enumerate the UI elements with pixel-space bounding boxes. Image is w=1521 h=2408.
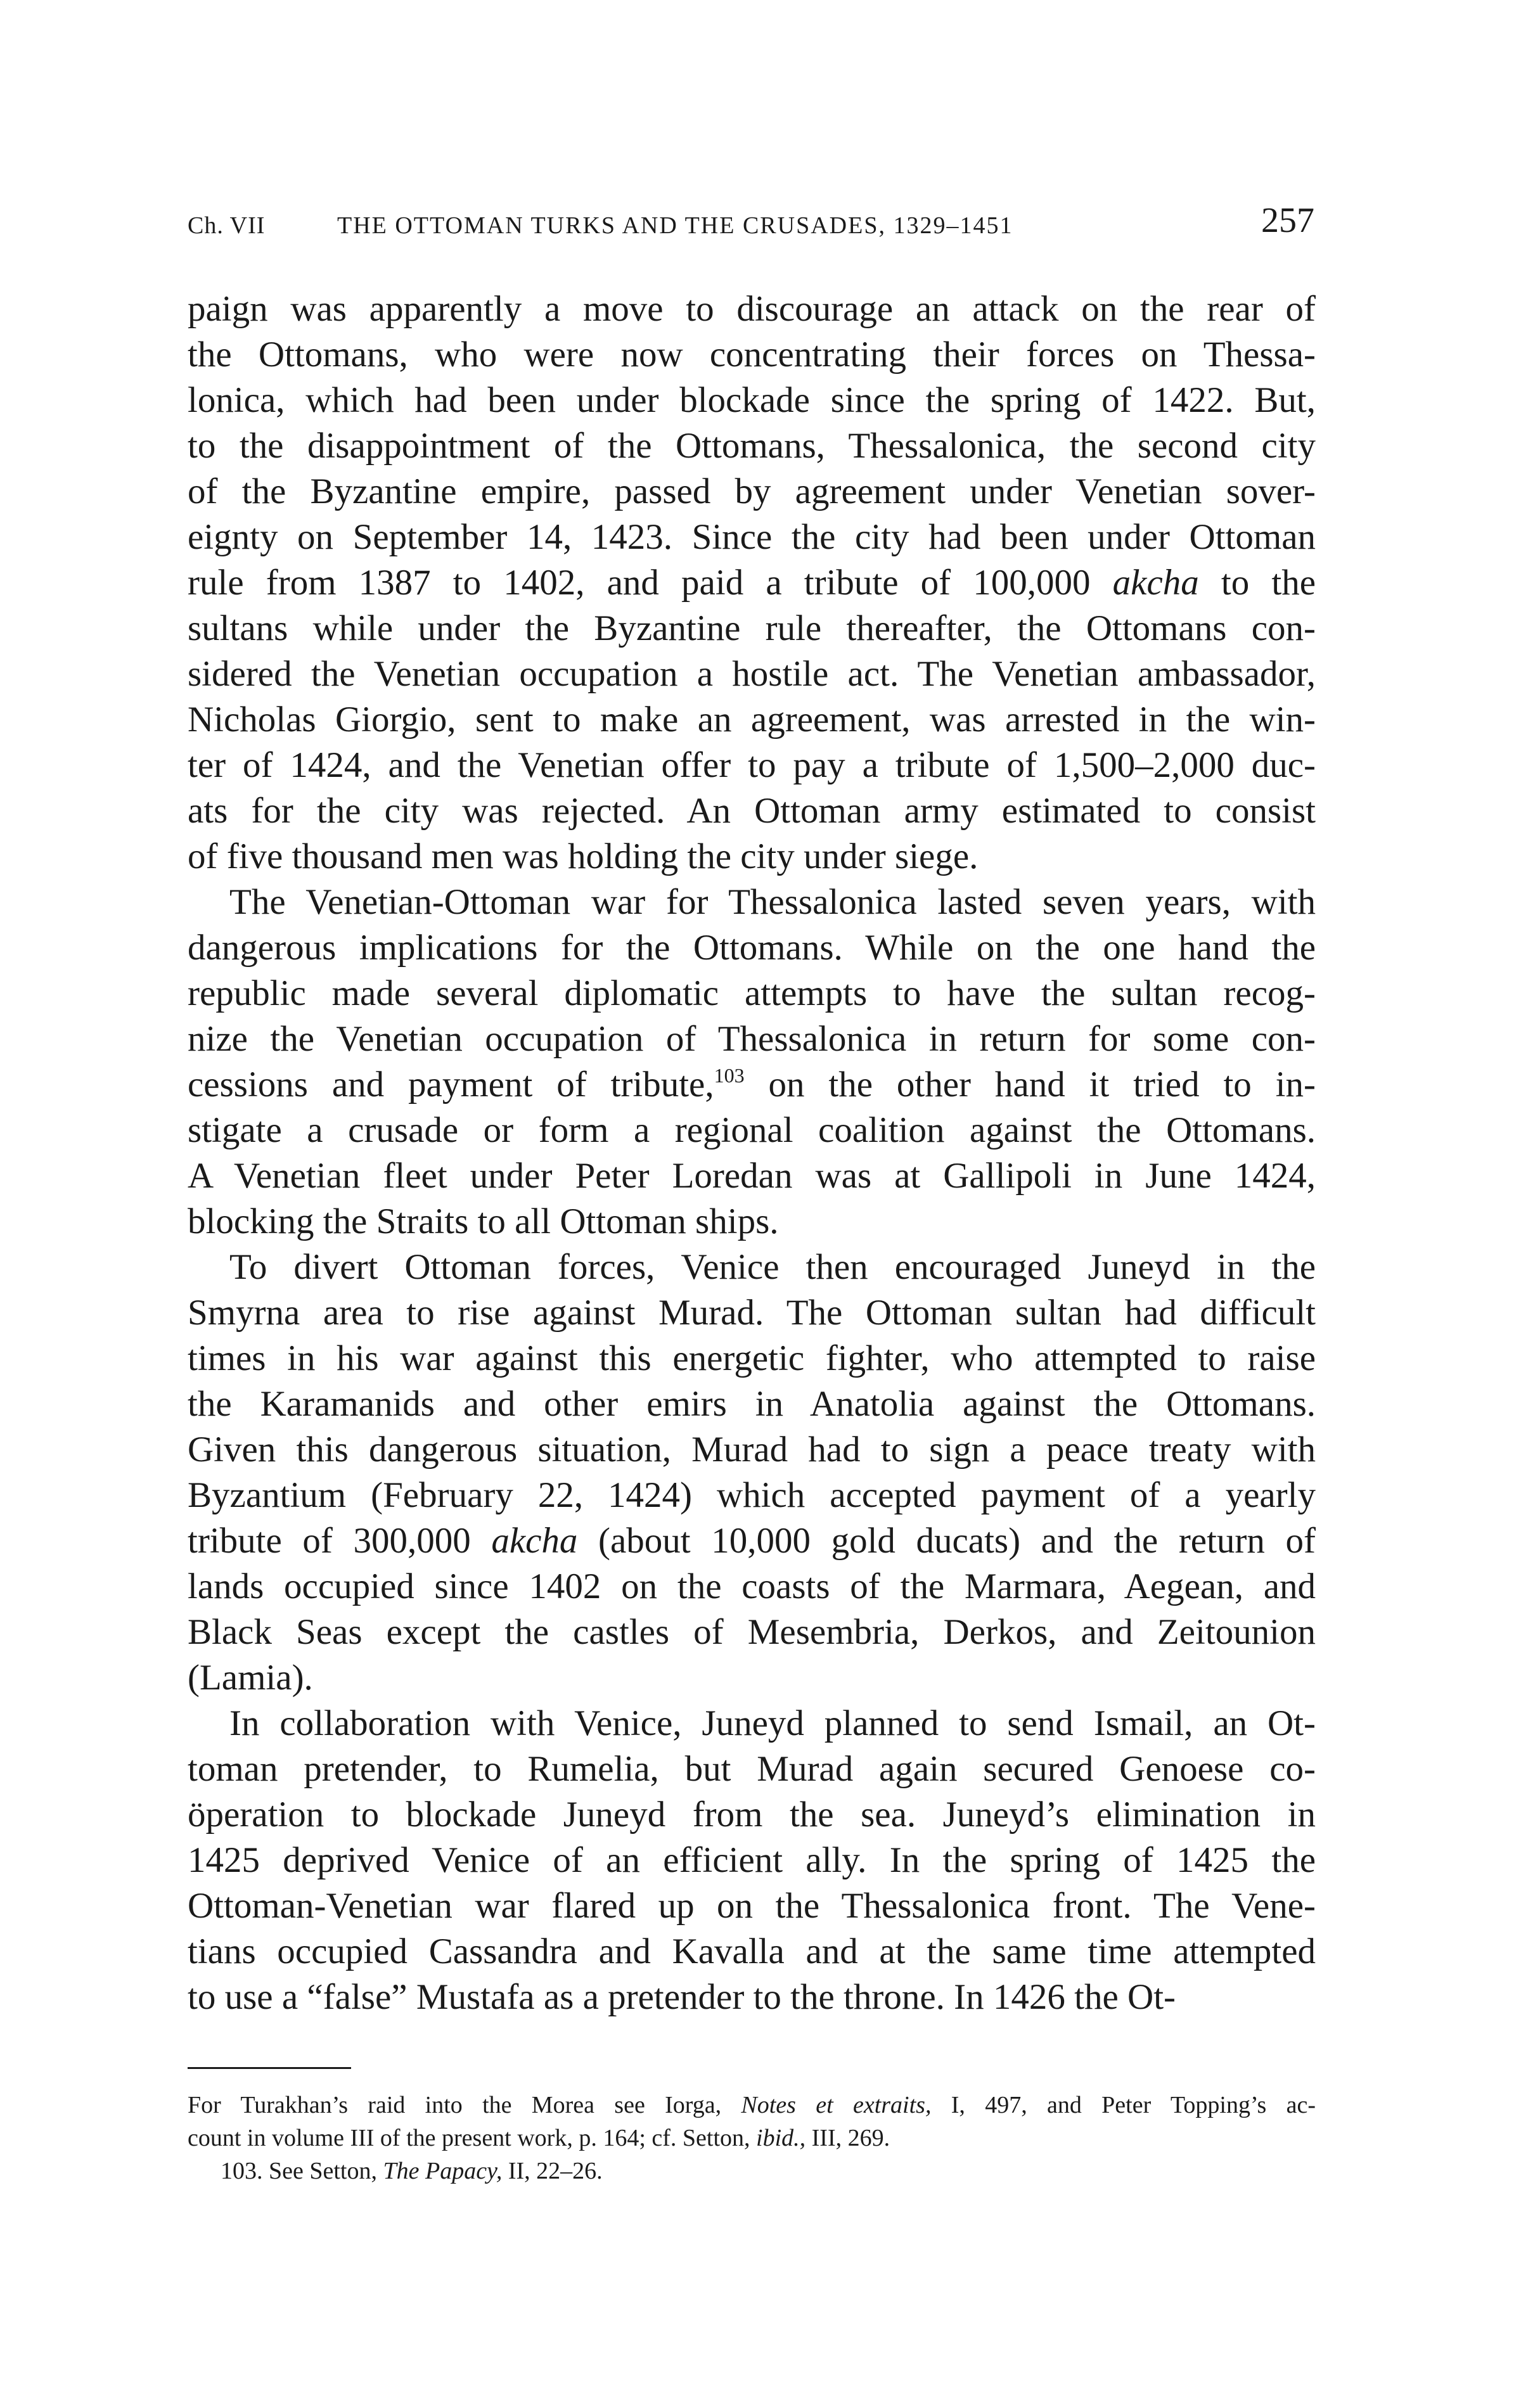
text-line: To divert Ottoman forces, Venice then encouraged Juneyd in the (229, 1247, 1316, 1287)
text-line: dangerous implications for the Ottomans. While on the one hand the (188, 928, 1316, 968)
footnote-103: 103. See Setton, The Papacy, II, 22–26. (221, 2158, 603, 2184)
text-line: sultans while under the Byzantine rule thereafter, the Ottomans con- (188, 608, 1316, 648)
text-line: Nicholas Giorgio, sent to make an agreement, was arrested in the win- (188, 700, 1316, 740)
paragraph (188, 1245, 1316, 1701)
text-line: toman pretender, to Rumelia, but Murad again secured Genoese co- (188, 1749, 1316, 1789)
text-line: rule from 1387 to 1402, and paid a tribute of 100,000 akcha to the (188, 563, 1316, 603)
text-line: the Karamanids and other emirs in Anatolia against the Ottomans. (188, 1384, 1316, 1424)
chapter-title: THE OTTOMAN TURKS AND THE CRUSADES, 1329–1451 (337, 212, 1013, 239)
text-line: Byzantium (February 22, 1424) which accepted payment of a yearly (188, 1475, 1316, 1515)
paragraph (188, 880, 1316, 1245)
chapter-label: Ch. VII (188, 212, 266, 239)
footnote-rule (188, 2067, 351, 2069)
text-line: tians occupied Cassandra and Kavalla and at the same time attempted (188, 1931, 1316, 1971)
text-line: A Venetian fleet under Peter Loredan was at Gallipoli in June 1424, (188, 1156, 1316, 1196)
paragraph (188, 1701, 1316, 2020)
text-line: ats for the city was rejected. An Ottoman army estimated to consist (188, 791, 1316, 831)
paragraph (188, 286, 1316, 880)
running-head (188, 200, 1316, 245)
text-line: Smyrna area to rise against Murad. The Ottoman sultan had difficult (188, 1293, 1316, 1333)
text-line: tribute of 300,000 akcha (about 10,000 gold ducats) and the return of (188, 1521, 1316, 1561)
text-line: Given this dangerous situation, Murad had to sign a peace treaty with (188, 1430, 1316, 1470)
footnote-reference: 103 (714, 1064, 745, 1087)
book-page (188, 0, 1316, 2408)
text-line: lonica, which had been under blockade since the spring of 1422. But, (188, 380, 1316, 420)
text-line: the Ottomans, who were now concentrating their forces on Thessa- (188, 335, 1316, 375)
text-line: of five thousand men was holding the city under siege. (188, 836, 979, 876)
text-line: (Lamia). (188, 1658, 313, 1698)
text-line: eignty on September 14, 1423. Since the city had been under Ottoman (188, 517, 1316, 557)
text-line: Black Seas except the castles of Mesembria, Derkos, and Zeitounion (188, 1612, 1316, 1652)
footnotes (188, 2089, 1316, 2187)
text-line: The Venetian-Ottoman war for Thessalonica lasted seven years, with (229, 882, 1316, 922)
body-text (188, 286, 1316, 2020)
text-line: times in his war against this energetic fighter, who attempted to raise (188, 1338, 1316, 1378)
text-line: republic made several diplomatic attempts to have the sultan recog- (188, 973, 1316, 1013)
text-line: nize the Venetian occupation of Thessalonica in return for some con- (188, 1019, 1316, 1059)
text-line: ter of 1424, and the Venetian offer to pay a tribute of 1,500–2,000 duc- (188, 745, 1316, 785)
text-line: blocking the Straits to all Ottoman ships. (188, 1201, 779, 1241)
text-line: to the disappointment of the Ottomans, Thessalonica, the second city (188, 426, 1316, 466)
footnote-line: For Turakhan’s raid into the Morea see Iorga, Notes et extraits, I, 497, and Peter Topping’s ac- (188, 2092, 1316, 2118)
text-line: 1425 deprived Venice of an efficient ally. In the spring of 1425 the (188, 1840, 1316, 1880)
text-line: sidered the Venetian occupation a hostile act. The Venetian ambassador, (188, 654, 1316, 694)
text-line: Ottoman-Venetian war flared up on the Thessalonica front. The Vene- (188, 1886, 1316, 1926)
text-line: cessions and payment of tribute,$^{103}$ on the other hand it tried to in- (188, 1064, 1316, 1105)
text-line: öperation to blockade Juneyd from the sea. Juneyd’s elimination in (188, 1795, 1316, 1835)
text-line: lands occupied since 1402 on the coasts of the Marmara, Aegean, and (188, 1566, 1316, 1606)
footnote-line: count in volume III of the present work, p. 164; cf. Setton, ibid., III, 269. (188, 2125, 890, 2151)
text-line: In collaboration with Venice, Juneyd planned to send Ismail, an Ot- (229, 1703, 1316, 1743)
text-line: of the Byzantine empire, passed by agreement under Venetian sover- (188, 471, 1316, 511)
text-line: paign was apparently a move to discourage an attack on the rear of (188, 289, 1316, 329)
text-line: stigate a crusade or form a regional coalition against the Ottomans. (188, 1110, 1316, 1150)
page-number: 257 (1261, 201, 1314, 240)
text-line: to use a “false” Mustafa as a pretender to the throne. In 1426 the Ot- (188, 1977, 1176, 2017)
